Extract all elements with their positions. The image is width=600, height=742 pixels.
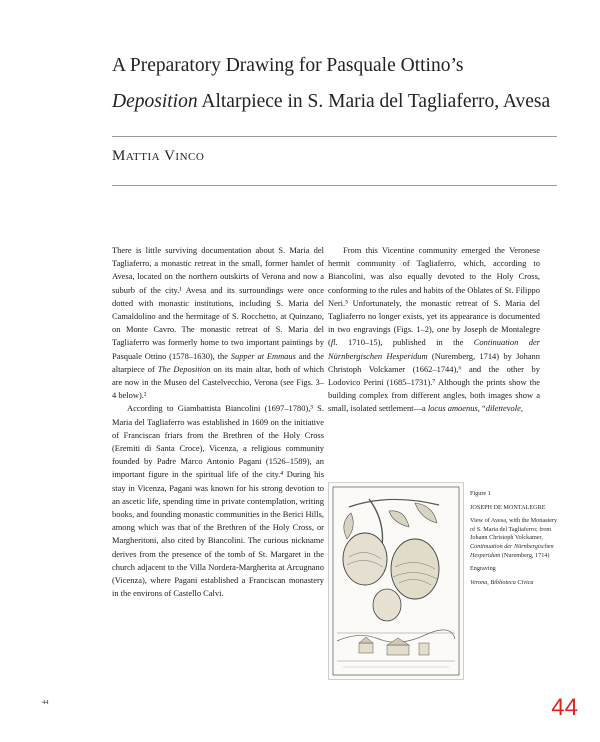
caption-location: Verona, Biblioteca Civica <box>470 578 534 586</box>
title-line-2-rest: Altarpiece in S. Maria del Tagliaferro, Avesa <box>197 91 551 112</box>
figure-caption <box>470 490 560 592</box>
right-paragraph-1: From this Vicentine community emerged the Veronese hermit community of Tagliaferro, which, according to Biancolini, was also equally devoted to the Holy Cross, conforming to the rules and habits of the Oblates of St. Filippo Neri.⁵ Unfortunately, the monastic retreat of S. Maria del Tagliaferro no longer exists, yet its appearance is documented in two engravings (Figs. 1–2), one by Joseph de Montalegre (fl. 1710–15), published in the Continuation der Nürnbergischen Hesperidum (Nuremberg, 1714) by Johann Christoph Volckamer (1662–1744),⁶ and the other by Lodovico Perini (1685–1731).⁷ Although the prints show the building complex from different angles, both images show a small, isolated settlement—a locus amoenus, “dilettevole, <box>328 245 540 414</box>
caption-figure-label: Figure 1 <box>470 490 491 497</box>
rule-bottom <box>112 185 557 186</box>
figure-1-engraving <box>328 482 464 680</box>
caption-description: View of Avesa, with the Monastery of S. Maria del Tagliaferro; from Johann Christoph Volckamer, Continuation der Nürnbergischen Hesperidum (Nuremberg, 1714) <box>470 517 558 559</box>
title-line-2 <box>112 84 572 120</box>
left-paragraph-1: There is little surviving documentation about S. Maria del Tagliaferro, a monastic retreat in the small, former hamlet of Avesa, located on the northern outskirts of Verona and now a suburb of the city.¹ Avesa and its surroundings were once dotted with monastic institutions, including S. Maria del Camaldolino and the hermitage of S. Rocchetto, at Quinzano, on Monte Cavro. The monastic retreat of S. Maria del Tagliaferro was formerly home to two important paintings by Pasquale Ottino (1578–1630), the Supper at Emmaus and the altarpiece of The Deposition on its main altar, both of which are now in the Museo del Castelvecchio, Verona (see Figs. 3–4 below).² <box>112 245 324 401</box>
title-italic-word: Deposition <box>112 91 198 112</box>
caption-artist: JOSEPH DE MONTALEGRE <box>470 503 546 511</box>
article-title <box>112 48 572 120</box>
title-line-1: A Preparatory Drawing for Pasquale Ottino’s <box>112 55 464 76</box>
page-number-red: 44 <box>551 694 578 721</box>
left-column <box>112 244 324 600</box>
caption-medium: Engraving <box>470 565 496 573</box>
rule-top <box>112 136 557 137</box>
right-column <box>328 244 540 416</box>
page-number-small: 44 <box>42 699 49 706</box>
left-paragraph-2: According to Giambattista Biancolini (1697–1780),³ S. Maria del Tagliaferro was established in 1609 on the initiative of Franciscan friars from the Brethren of the Holy Cross (Eremiti di Santa Croce), Vicenza, a religious community founded by Padre Marco Antonio Pagani (1526–1589), an important figure in the spiritual life of the city.⁴ During his stay in Vicenza, Pagani was known for his strong devotion to an ascetic life, spending time in private contemplation, writing books, and founding monastic communities in the Berici Hills, among which was that of the Brethren of the Holy Cross, or Margheritoni, also cited by Biancolini. The curious nickname derives from the presence of the tomb of St. Margaret in the church adjacent to the Villa Nordera-Margherita at Arcugnano (Vicenza), where Pagani established a Franciscan monastery in the environs of Castello Calvi. <box>112 403 324 599</box>
engraving-illustration <box>329 483 463 679</box>
author-name: Mattia Vinco <box>112 148 205 164</box>
